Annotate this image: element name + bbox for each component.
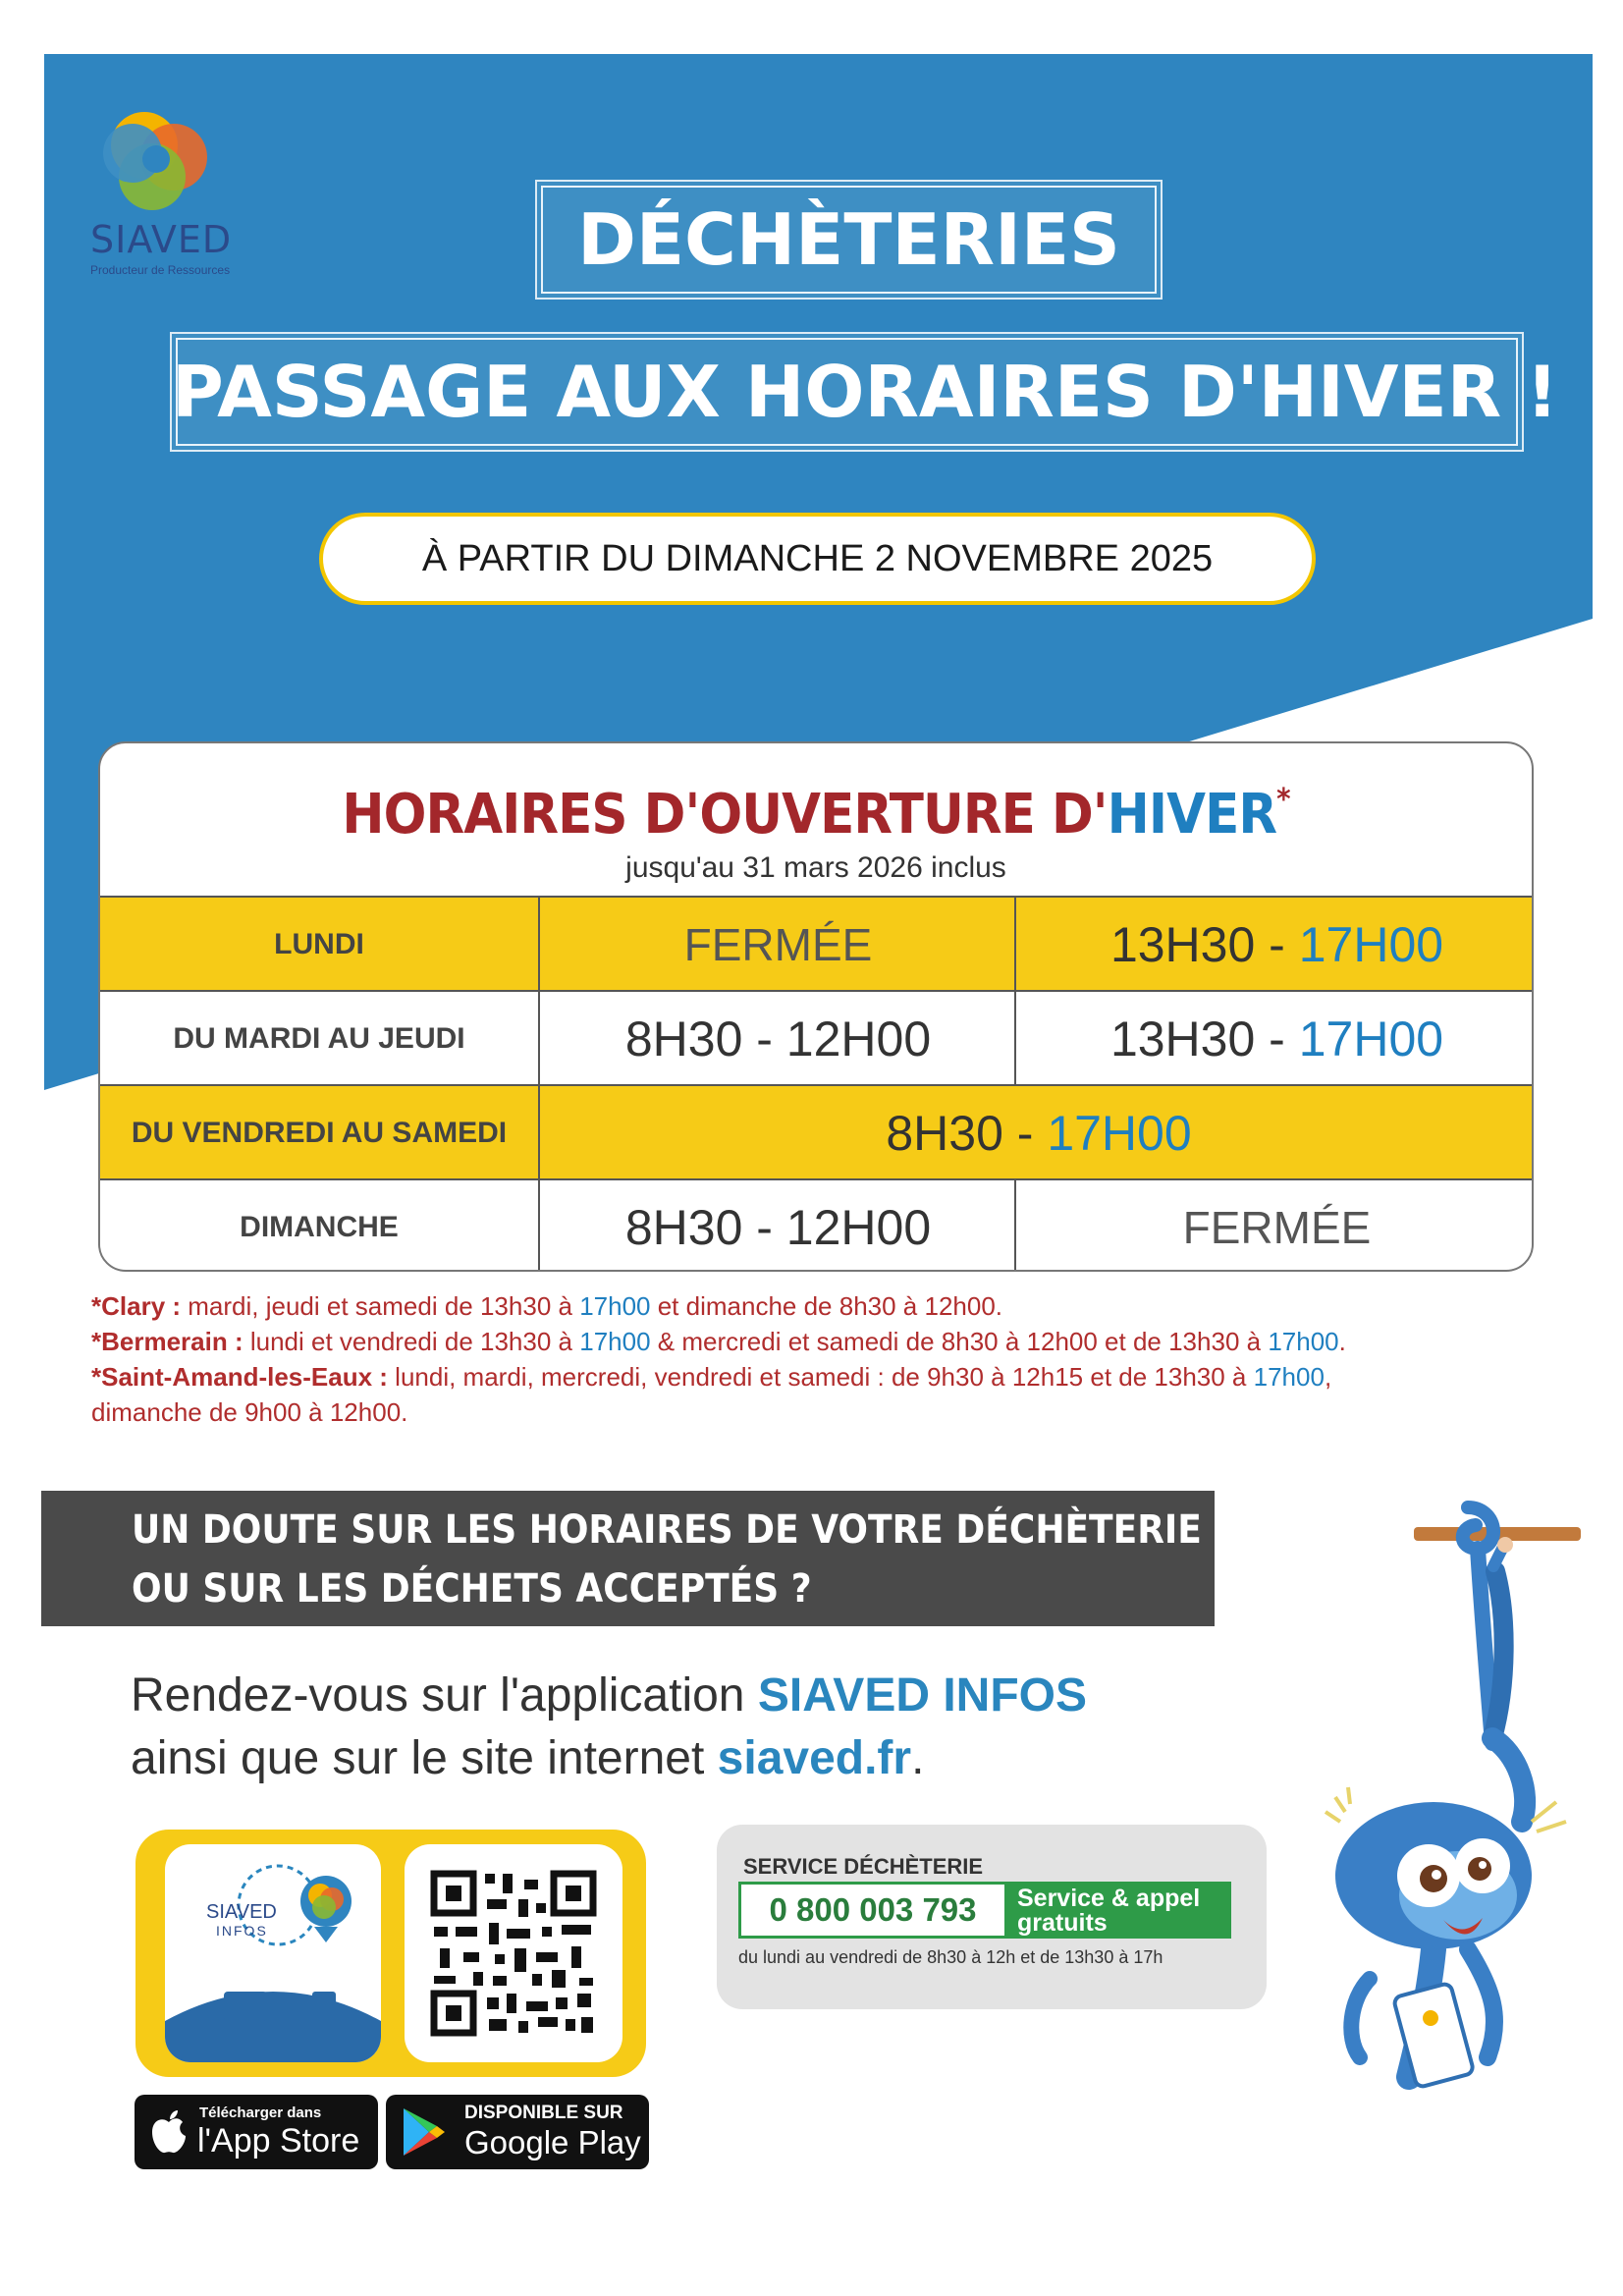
table-row	[100, 1084, 1532, 1180]
afternoon-hours: FERMÉE	[1014, 1180, 1534, 1272]
logo-tagline: Producteur de Ressources	[90, 263, 231, 277]
separator: -	[1255, 1011, 1299, 1066]
google-play-icon	[400, 2106, 447, 2158]
footnote-place: *Clary :	[91, 1291, 182, 1321]
footnote-place: *Saint-Amand-les-Eaux :	[91, 1362, 388, 1392]
app-promo-line-1	[131, 1665, 1087, 1727]
footnote-text: lundi et vendredi de 13h30 à	[243, 1327, 580, 1356]
page-title: DÉCHÈTERIES	[535, 180, 1163, 300]
afternoon-end: 17H00	[1298, 917, 1444, 972]
footnote-text: ,	[1324, 1362, 1332, 1392]
promo-text: ainsi que sur le site internet	[131, 1732, 718, 1784]
day-label: DU MARDI AU JEUDI	[173, 1022, 465, 1055]
day-label: DIMANCHE	[240, 1211, 399, 1243]
free-service-line-2: gratuits	[1017, 1909, 1108, 1937]
hours-title-star: *	[1276, 783, 1290, 817]
day-label: DU VENDREDI AU SAMEDI	[131, 1117, 508, 1149]
qr-code[interactable]	[405, 1844, 622, 2062]
app-promo-text	[131, 1665, 1087, 1790]
footnote-time: 17h00	[579, 1327, 651, 1356]
promo-text: Rendez-vous sur l'application	[131, 1669, 758, 1722]
footnote-text: et dimanche de 8h30 à 12h00.	[650, 1291, 1003, 1321]
full-day-hours	[538, 1086, 1534, 1180]
google-play-button[interactable]	[386, 2095, 649, 2169]
promo-text: .	[911, 1732, 925, 1784]
day-label: LUNDI	[274, 928, 364, 960]
table-row	[100, 1178, 1532, 1272]
website-link[interactable]: siaved.fr	[717, 1732, 912, 1784]
footnote-saint-amand-line2: dimanche de 9h00 à 12h00.	[91, 1397, 408, 1427]
service-phone-number[interactable]: 0 800 003 793	[738, 1882, 1007, 1939]
footnote-time: 17h00	[1268, 1327, 1339, 1356]
question-line-1: UN DOUTE SUR LES HORAIRES DE VOTRE DÉCHÈTERIE	[132, 1507, 1202, 1553]
afternoon-hours	[1014, 898, 1534, 992]
app-icon-sub: INFOS	[216, 1923, 268, 1939]
app-promo-line-2	[131, 1727, 1087, 1790]
hours-title-main: HORAIRES D'OUVERTURE D'	[342, 783, 1108, 847]
afternoon-end: 17H00	[1298, 1011, 1444, 1066]
hours-subtitle: jusqu'au 31 mars 2026 inclus	[625, 851, 1006, 884]
free-service-badge	[1007, 1882, 1231, 1939]
app-name-link[interactable]: SIAVED INFOS	[757, 1669, 1087, 1722]
free-service-line-1: Service & appel	[1017, 1885, 1201, 1912]
footnote-bermerain	[91, 1324, 1574, 1359]
footnote-text: .	[1338, 1327, 1346, 1356]
footnotes	[91, 1288, 1574, 1430]
footnote-time: 17h00	[1253, 1362, 1325, 1392]
app-icon-name: SIAVED	[206, 1901, 277, 1923]
morning-hours: FERMÉE	[538, 898, 1016, 992]
app-store-button[interactable]	[135, 2095, 378, 2169]
morning-hours: 8H30 - 12H00	[538, 992, 1016, 1086]
footnote-text: lundi, mardi, mercredi, vendredi et samedi : de 9h30 à 12h15 et de 13h30 à	[387, 1362, 1254, 1392]
question-line-2: OU SUR LES DÉCHETS ACCEPTÉS ?	[132, 1566, 812, 1612]
footnote-clary	[91, 1288, 1574, 1324]
full-day-start: 8H30	[886, 1106, 1003, 1161]
separator: -	[1255, 917, 1299, 972]
afternoon-hours	[1014, 992, 1534, 1086]
footnote-time: 17h00	[579, 1291, 651, 1321]
footnote-text: mardi, jeudi et samedi de 13h30 à	[181, 1291, 580, 1321]
table-row	[100, 896, 1532, 992]
full-day-end: 17H00	[1047, 1106, 1192, 1161]
start-date-badge: À PARTIR DU DIMANCHE 2 NOVEMBRE 2025	[319, 513, 1316, 605]
table-row	[100, 990, 1532, 1086]
logo-name: SIAVED	[90, 218, 233, 261]
service-label: SERVICE DÉCHÈTERIE	[743, 1854, 984, 1879]
service-hours: du lundi au vendredi de 8h30 à 12h et de 13h30 à 17h	[738, 1947, 1163, 1967]
app-icon-graphic	[165, 1844, 381, 2062]
hours-table-card	[98, 741, 1534, 1272]
footnote-saint-amand	[91, 1359, 1574, 1394]
google-play-small-label: DISPONIBLE SUR	[464, 2103, 623, 2123]
question-banner	[41, 1491, 1215, 1626]
hours-title-season: HIVER	[1107, 783, 1277, 847]
afternoon-start: 13H30	[1109, 1011, 1256, 1066]
separator: -	[1002, 1106, 1048, 1161]
afternoon-start: 13H30	[1109, 917, 1256, 972]
siaved-infos-app-icon[interactable]	[165, 1844, 381, 2062]
footnote-text: & mercredi et samedi de 8h30 à 12h00 et de 13h30 à	[650, 1327, 1269, 1356]
app-store-label: l'App Store	[197, 2122, 360, 2159]
google-play-label: Google Play	[464, 2124, 641, 2160]
apple-icon	[150, 2108, 188, 2154]
morning-hours: 8H30 - 12H00	[538, 1180, 1016, 1272]
monkey-mascot-illustration	[1321, 1488, 1581, 2116]
app-store-small-label: Télécharger dans	[199, 2105, 322, 2121]
hours-title	[157, 783, 1474, 847]
page-subtitle: PASSAGE AUX HORAIRES D'HIVER !	[170, 332, 1524, 452]
footnote-place: *Bermerain :	[91, 1327, 243, 1356]
